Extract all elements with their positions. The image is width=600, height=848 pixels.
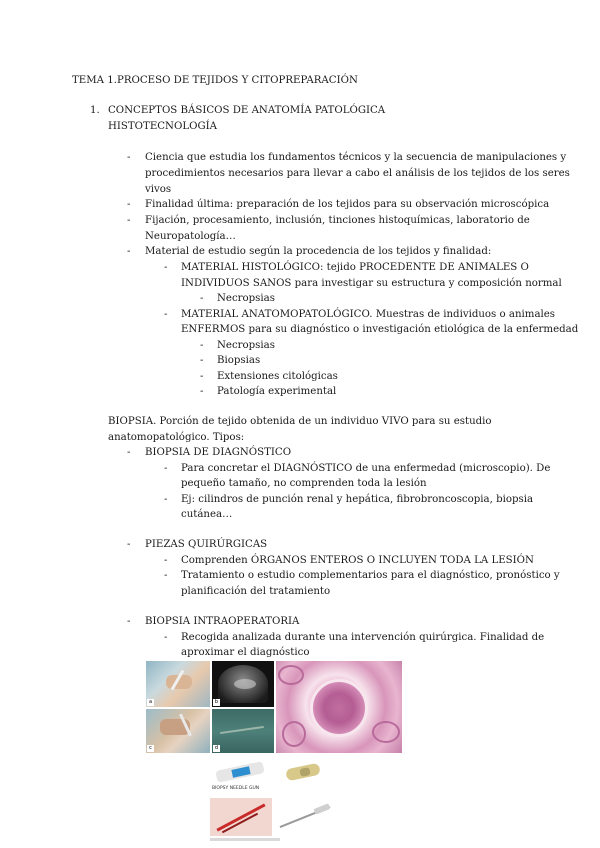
- dash: -: [200, 386, 204, 397]
- list-item: Necropsias: [217, 340, 275, 351]
- ultrasound-image-b: [212, 661, 274, 707]
- dash: -: [127, 539, 131, 550]
- needle-image: [274, 798, 336, 836]
- panel-label: b: [214, 699, 219, 705]
- list-item: planificación del tratamiento: [181, 586, 331, 597]
- dash: -: [127, 215, 131, 226]
- list-item: Tratamiento o estudio complementarios para el diagnóstico, pronóstico y: [181, 570, 560, 581]
- dash: -: [164, 570, 168, 581]
- section-subheading: HISTOTECNOLOGÍA: [108, 121, 217, 132]
- dash: -: [200, 340, 204, 351]
- list-item: ENFERMOS para su diagnóstico o investigación etiológica de la enfermedad: [181, 324, 579, 335]
- list-item: Neuropatología…: [145, 231, 236, 242]
- dash: -: [127, 199, 131, 210]
- dash: -: [164, 494, 168, 505]
- needle-tip-image: [210, 798, 272, 836]
- panel-label: a: [148, 699, 153, 705]
- list-item: Comprenden ÓRGANOS ENTEROS O INCLUYEN TODA LA LESIÓN: [181, 555, 534, 566]
- section-heading: CONCEPTOS BÁSICOS DE ANATOMÍA PATOLÓGICA: [108, 105, 386, 116]
- page-title: TEMA 1.PROCESO DE TEJIDOS Y CITOPREPARACIÓN: [72, 75, 358, 86]
- paragraph: BIOPSIA. Porción de tejido obtenida de un individuo VIVO para su estudio: [108, 416, 492, 427]
- list-item: Ej: cilindros de punción renal y hepática, fibrobroncoscopia, biopsia: [181, 494, 534, 505]
- dash: -: [200, 371, 204, 382]
- list-item: Extensiones citológicas: [217, 371, 338, 382]
- dash: -: [127, 447, 131, 458]
- dash: -: [200, 355, 204, 366]
- dash: -: [164, 262, 168, 273]
- list-item: Fijación, procesamiento, inclusión, tinciones histoquímicas, laboratorio de: [145, 215, 530, 226]
- biopsy-gun-image: [210, 760, 272, 796]
- list-item: Patología experimental: [217, 386, 337, 397]
- list-item: BIOPSIA DE DIAGNÓSTICO: [145, 447, 292, 458]
- list-item: MATERIAL ANATOMOPATOLÓGICO. Muestras de individuos o animales: [181, 309, 556, 320]
- dash: -: [164, 555, 168, 566]
- list-item: pequeño tamaño, no comprenden toda la lesión: [181, 478, 427, 489]
- list-item: Recogida analizada durante una intervención quirúrgica. Finalidad de: [181, 632, 545, 643]
- tissue-core-photo-d: [212, 709, 274, 753]
- section-number: 1.: [90, 105, 100, 116]
- figure-caption: BIOPSY NEEDLE GUN: [212, 786, 260, 791]
- dash: -: [200, 293, 204, 304]
- dash: -: [164, 632, 168, 643]
- list-item: INDIVIDUOS SANOS para investigar su estructura y composición normal: [181, 278, 562, 289]
- list-item: cutánea…: [181, 509, 233, 520]
- list-item: PIEZAS QUIRÚRGICAS: [145, 539, 268, 550]
- procedure-photo-c: [146, 709, 210, 753]
- panel-label: d: [214, 745, 219, 751]
- glomerulus-histology-image: [276, 661, 402, 753]
- list-item: Finalidad última: preparación de los tejidos para su observación microscópica: [145, 199, 550, 210]
- list-item: procedimientos necesarios para llevar a cabo el análisis de los tejidos de los seres: [145, 168, 570, 179]
- figure-caption-bar: [210, 838, 280, 841]
- paragraph: anatomopatológico. Tipos:: [108, 432, 245, 443]
- list-item: Material de estudio según la procedencia de los tejidos y finalidad:: [145, 246, 492, 257]
- dash: -: [127, 246, 131, 257]
- list-item: MATERIAL HISTOLÓGICO: tejido PROCEDENTE DE ANIMALES O: [181, 262, 529, 273]
- dash: -: [127, 616, 131, 627]
- biopsy-device-image: [274, 760, 336, 796]
- panel-label: c: [147, 745, 154, 752]
- procedure-photo-a: [146, 661, 210, 707]
- dash: -: [164, 309, 168, 320]
- list-item: Para concretar el DIAGNÓSTICO de una enfermedad (microscopio). De: [181, 463, 551, 474]
- list-item: Ciencia que estudia los fundamentos técnicos y la secuencia de manipulaciones y: [145, 152, 567, 163]
- dash: -: [127, 152, 131, 163]
- list-item: aproximar el diagnóstico: [181, 647, 310, 658]
- dash: -: [164, 463, 168, 474]
- list-item: Necropsias: [217, 293, 275, 304]
- list-item: vivos: [145, 184, 172, 195]
- list-item: Biopsias: [217, 355, 261, 366]
- list-item: BIOPSIA INTRAOPERATORIA: [145, 616, 300, 627]
